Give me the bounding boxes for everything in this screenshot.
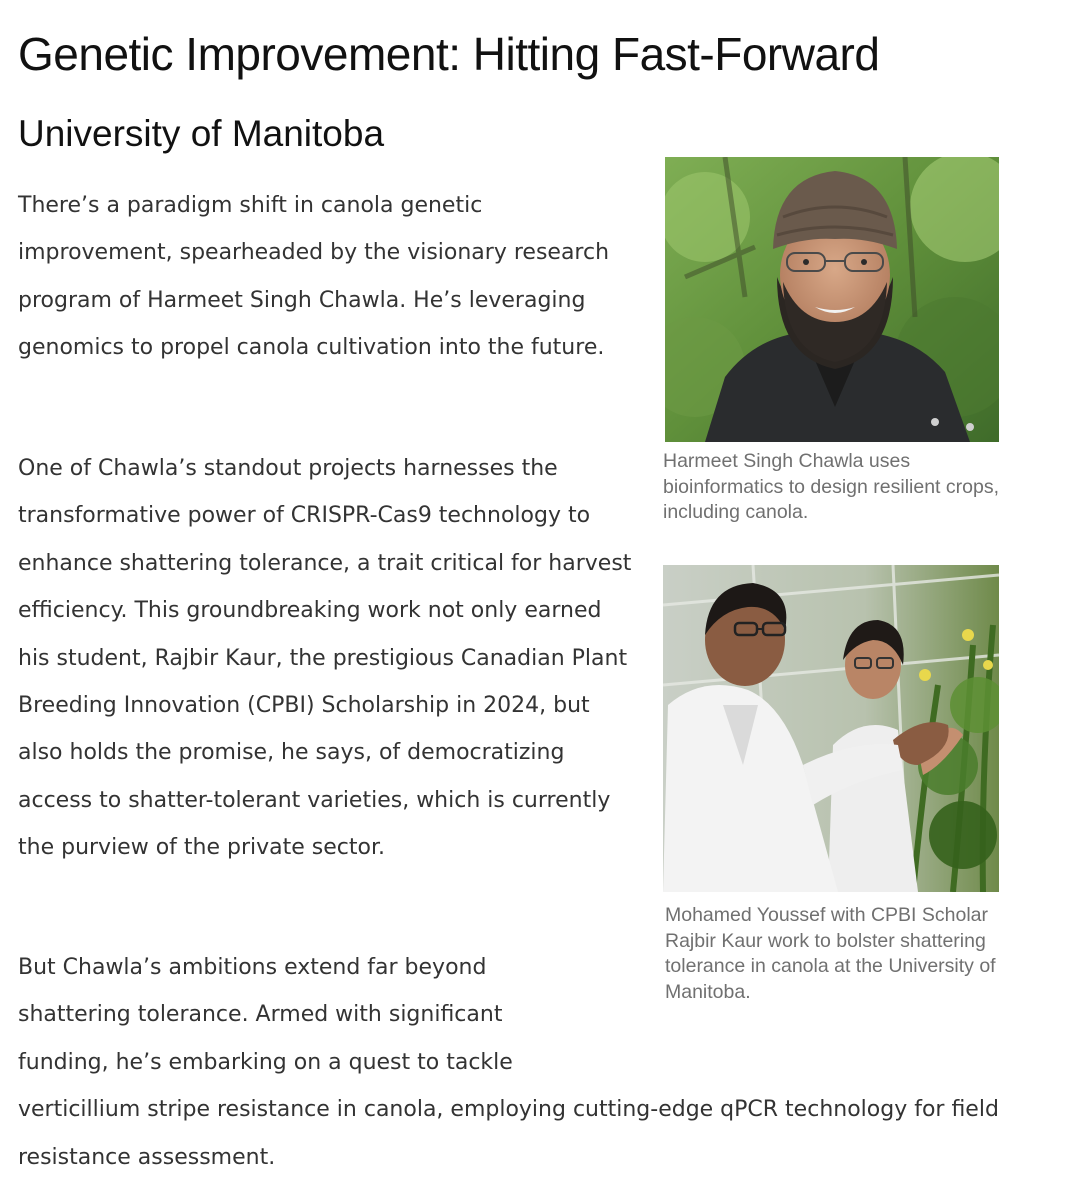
paragraph-intro: There’s a paradigm shift in canola genetic improvement, spearheaded by the visionary research program of Harmeet Singh Chawla. He’s leveraging genomics to propel canola cultivation into the future. xyxy=(18,193,610,361)
portrait-caption: Harmeet Singh Chawla uses bioinformatics to design resilient crops, including canola. xyxy=(663,450,999,523)
portrait-photo xyxy=(665,157,999,442)
article-subtitle: University of Manitoba xyxy=(18,113,385,154)
greenhouse-photo xyxy=(663,565,999,892)
article-title: Genetic Improvement: Hitting Fast-Forward xyxy=(18,28,880,80)
greenhouse-caption: Mohamed Youssef with CPBI Scholar Rajbir Kaur work to bolster shattering tolerance in canola at the University of Manitoba. xyxy=(665,904,996,1003)
paragraph-crispr: One of Chawla’s standout projects harnesses the transformative power of CRISPR-Cas9 technology to enhance shattering tolerance, a trait critical for harvest efficiency. This groundbreaking work not only earned his student, Rajbir Kaur, the prestigious Canadian Plant Breeding Innovation (CPBI) Scholarship in 2024, but also holds the promise, he says, of democratizing access to shatter-tolerant varieties, which is currently the purview of the private sector. xyxy=(18,456,632,861)
paragraph-verticillium-text: But Chawla’s ambitions extend far beyond shattering tolerance. Armed with significant funding, he’s embarking on a quest to tackle verticillium stripe resistance in canola, employing cutting-edge qPCR technology for field resistance assessment. xyxy=(18,955,999,1170)
